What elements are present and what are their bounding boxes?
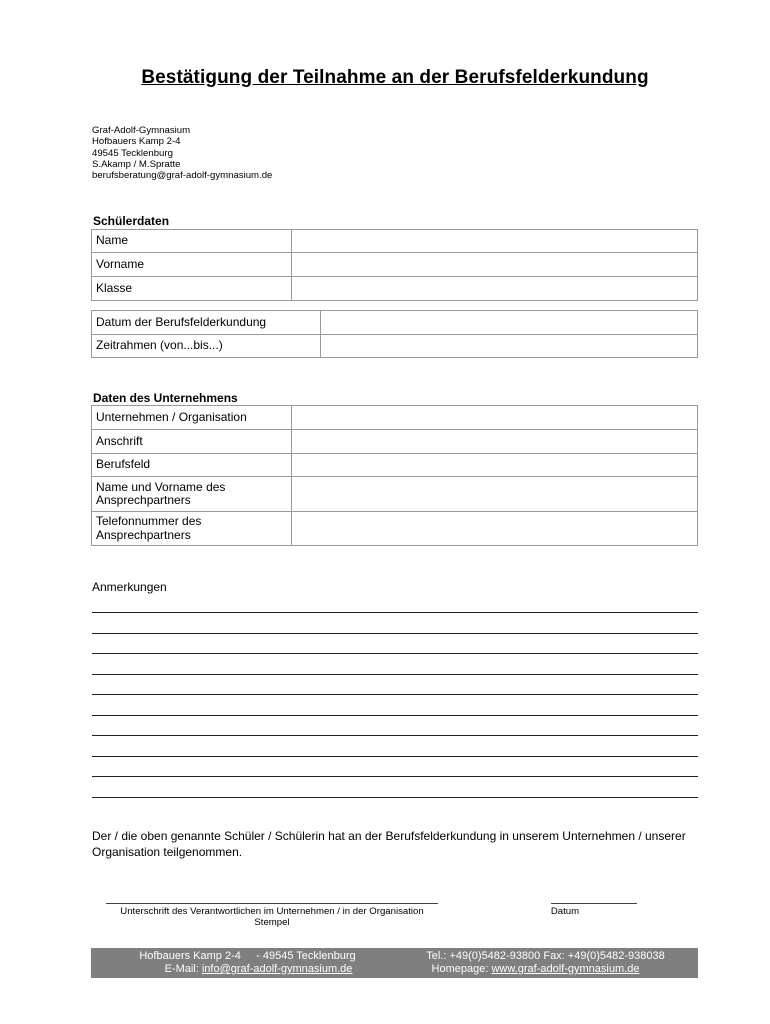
date-line[interactable] xyxy=(551,903,637,904)
school-street: Hofbauers Kamp 2-4 xyxy=(92,136,181,148)
field-label-timeframe: Zeitrahmen (von...bis...) xyxy=(92,335,321,358)
table-row xyxy=(92,512,698,546)
remarks-line[interactable] xyxy=(92,797,698,798)
footer-email-link[interactable]: info@graf-adolf-gymnasium.de xyxy=(201,963,353,975)
page-footer xyxy=(91,948,698,978)
field-label-contact-name: Name und Vorname des Ansprechpartners xyxy=(92,477,292,512)
remarks-line[interactable] xyxy=(92,653,698,654)
field-value-company[interactable] xyxy=(292,406,698,430)
field-label-date: Datum der Berufsfelderkundung xyxy=(92,311,321,335)
field-label-name: Name xyxy=(92,230,292,253)
student-section-heading: Schülerdaten xyxy=(93,214,170,228)
footer-email: E-Mail: info@graf-adolf-gymnasium.de xyxy=(164,963,353,975)
table-row xyxy=(92,477,698,512)
field-value-field[interactable] xyxy=(292,454,698,477)
school-city: 49545 Tecklenburg xyxy=(92,147,173,159)
field-value-address[interactable] xyxy=(292,430,698,454)
footer-homepage: Homepage: www.graf-adolf-gymnasium.de xyxy=(431,963,640,975)
field-label-contact-phone: Telefonnummer des Ansprechpartners xyxy=(92,512,292,546)
table-row xyxy=(92,406,698,430)
remarks-line[interactable] xyxy=(92,694,698,695)
remarks-line[interactable] xyxy=(92,756,698,757)
table-row xyxy=(92,277,698,301)
signature-line[interactable] xyxy=(106,903,438,904)
remarks-label: Anmerkungen xyxy=(92,580,167,594)
school-email: berufsberatung@graf-adolf-gymnasium.de xyxy=(92,170,273,182)
footer-address: Hofbauers Kamp 2-4 - 49545 Tecklenburg xyxy=(139,950,356,962)
table-row xyxy=(92,311,698,335)
remarks-line[interactable] xyxy=(92,776,698,777)
date-caption: Datum xyxy=(550,906,580,917)
company-data-table xyxy=(91,405,698,546)
school-address-block xyxy=(92,125,272,181)
remarks-line[interactable] xyxy=(92,633,698,634)
table-row xyxy=(92,430,698,454)
field-label-class: Klasse xyxy=(92,277,292,301)
remarks-line[interactable] xyxy=(92,612,698,613)
table-row xyxy=(92,230,698,253)
remarks-line[interactable] xyxy=(92,715,698,716)
school-name: Graf-Adolf-Gymnasium xyxy=(92,125,191,136)
field-label-firstname: Vorname xyxy=(92,253,292,277)
table-row xyxy=(92,253,698,277)
date-table xyxy=(91,310,698,358)
footer-phone: Tel.: +49(0)5482-93800 Fax: +49(0)5482-938038 xyxy=(426,950,665,962)
school-contacts: S.Akamp / M.Spratte xyxy=(92,158,181,170)
document-title: Bestätigung der Teilnahme an der Berufsfelderkundung xyxy=(141,67,649,88)
table-row xyxy=(92,335,698,358)
remarks-line[interactable] xyxy=(92,735,698,736)
field-value-name[interactable] xyxy=(292,230,698,253)
field-value-firstname[interactable] xyxy=(292,253,698,277)
field-value-contact-name[interactable] xyxy=(292,477,698,512)
table-row xyxy=(92,454,698,477)
company-section-heading: Daten des Unternehmens xyxy=(93,391,238,405)
field-value-contact-phone[interactable] xyxy=(292,512,698,546)
field-value-date[interactable] xyxy=(321,311,698,335)
footer-homepage-link[interactable]: www.graf-adolf-gymnasium.de xyxy=(491,963,640,975)
confirmation-statement: Der / die oben genannte Schüler / Schülerin hat an der Berufsfelderkundung in unserem Unternehmen / unserer Organisation teilgenommen. xyxy=(92,829,686,859)
field-label-address: Anschrift xyxy=(92,430,292,454)
signature-caption: Unterschrift des Verantwortlichen im Unternehmen / in der Organisation Stempel xyxy=(120,906,424,928)
remarks-line[interactable] xyxy=(92,674,698,675)
field-value-timeframe[interactable] xyxy=(321,335,698,358)
student-data-table xyxy=(91,229,698,301)
field-label-field: Berufsfeld xyxy=(92,454,292,477)
field-label-company: Unternehmen / Organisation xyxy=(92,406,292,430)
field-value-class[interactable] xyxy=(292,277,698,301)
